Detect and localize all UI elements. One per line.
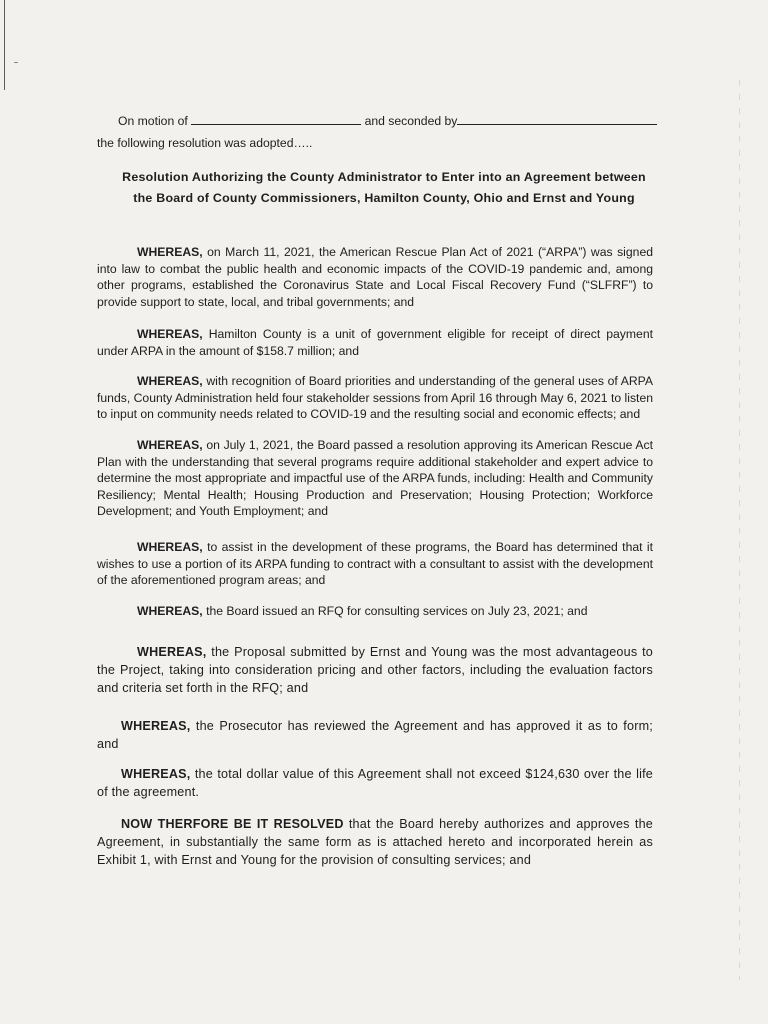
paragraph-text: the Proposal submitted by Ernst and Young was the most advantageous to the Project, taking into consideration pricing and other factors, including the evaluation factors and criteria set forth in the RFQ; and	[97, 645, 653, 695]
whereas-paragraph-8	[97, 717, 653, 753]
motion-blank	[191, 112, 361, 125]
paragraph-text: the Board issued an RFQ for consulting services on July 23, 2021; and	[202, 604, 588, 618]
whereas-paragraph-5	[97, 539, 653, 589]
paragraph-lead: NOW THERFORE BE IT RESOLVED	[121, 817, 344, 831]
whereas-paragraph-4	[97, 437, 653, 520]
paragraph-text: Hamilton County is a unit of government eligible for receipt of direct payment under ARPA in the amount of $158.7 million; and	[97, 327, 653, 358]
paragraph-lead: WHEREAS,	[121, 767, 191, 781]
paragraph-lead: WHEREAS,	[137, 245, 203, 259]
paragraph-lead: WHEREAS,	[137, 604, 203, 618]
motion-line	[118, 112, 657, 130]
whereas-paragraph-9	[97, 765, 653, 801]
whereas-paragraph-6	[97, 603, 653, 620]
paragraph-lead: WHEREAS,	[121, 719, 191, 733]
whereas-paragraph-2	[97, 326, 653, 359]
on-motion-label: On motion of	[118, 114, 188, 128]
resolution-title-line-2: the Board of County Commissioners, Hamilton County, Ohio and Ernst and Young	[133, 191, 635, 205]
paragraph-lead: WHEREAS,	[137, 327, 203, 341]
paragraph-text: the total dollar value of this Agreement shall not exceed $124,630 over the life of the agreement.	[97, 767, 653, 799]
paragraph-lead: WHEREAS,	[137, 438, 203, 452]
paragraph-text: on July 1, 2021, the Board passed a resolution approving its American Rescue Act Plan with the understanding that several programs require additional stakeholder and expert advice to determine the most appropriate and impactful use of the ARPA funds, including: Health and Community Resiliency; Mental Health; Housing Production and Preservation; Housing Protection; Workforce Development; and Youth Employment; and	[97, 438, 653, 519]
paragraph-text: on March 11, 2021, the American Rescue Plan Act of 2021 (“ARPA”) was signed into law to combat the public health and economic impacts of the COVID-19 pandemic and, among other programs, established the Coronavirus State and Local Fiscal Recovery Fund (“SLFRF”) to provide support to state, local, and tribal governments; and	[97, 245, 653, 309]
paragraph-text: with recognition of Board priorities and understanding of the general uses of ARPA funds, County Administration held four stakeholder sessions from April 16 through May 6, 2021 to listen to input on community needs related to COVID-19 and the resulting social and economic effects; and	[97, 374, 653, 422]
paragraph-text: to assist in the development of these programs, the Board has determined that it wishes to use a portion of its ARPA funding to contract with a consultant to assist with the development of the aforementioned program areas; and	[97, 540, 653, 588]
whereas-paragraph-7	[97, 643, 653, 697]
adopted-line: the following resolution was adopted…..	[97, 136, 313, 150]
resolved-paragraph	[97, 815, 653, 869]
resolution-title-line-1: Resolution Authorizing the County Administrator to Enter into an Agreement between	[122, 170, 646, 184]
paragraph-lead: WHEREAS,	[137, 540, 203, 554]
whereas-paragraph-3	[97, 373, 653, 423]
whereas-paragraph-1	[97, 244, 653, 310]
seconded-label: and seconded by	[364, 114, 458, 128]
paragraph-lead: WHEREAS,	[137, 645, 207, 659]
paragraph-text: that the Board hereby authorizes and approves the Agreement, in substantially the same form as is attached hereto and incorporated herein as Exhibit 1, with Ernst and Young for the provision of consulting services; and	[97, 817, 653, 867]
paragraph-text: the Prosecutor has reviewed the Agreement and has approved it as to form; and	[97, 719, 653, 751]
paragraph-lead: WHEREAS,	[137, 374, 203, 388]
seconded-blank	[457, 112, 657, 125]
